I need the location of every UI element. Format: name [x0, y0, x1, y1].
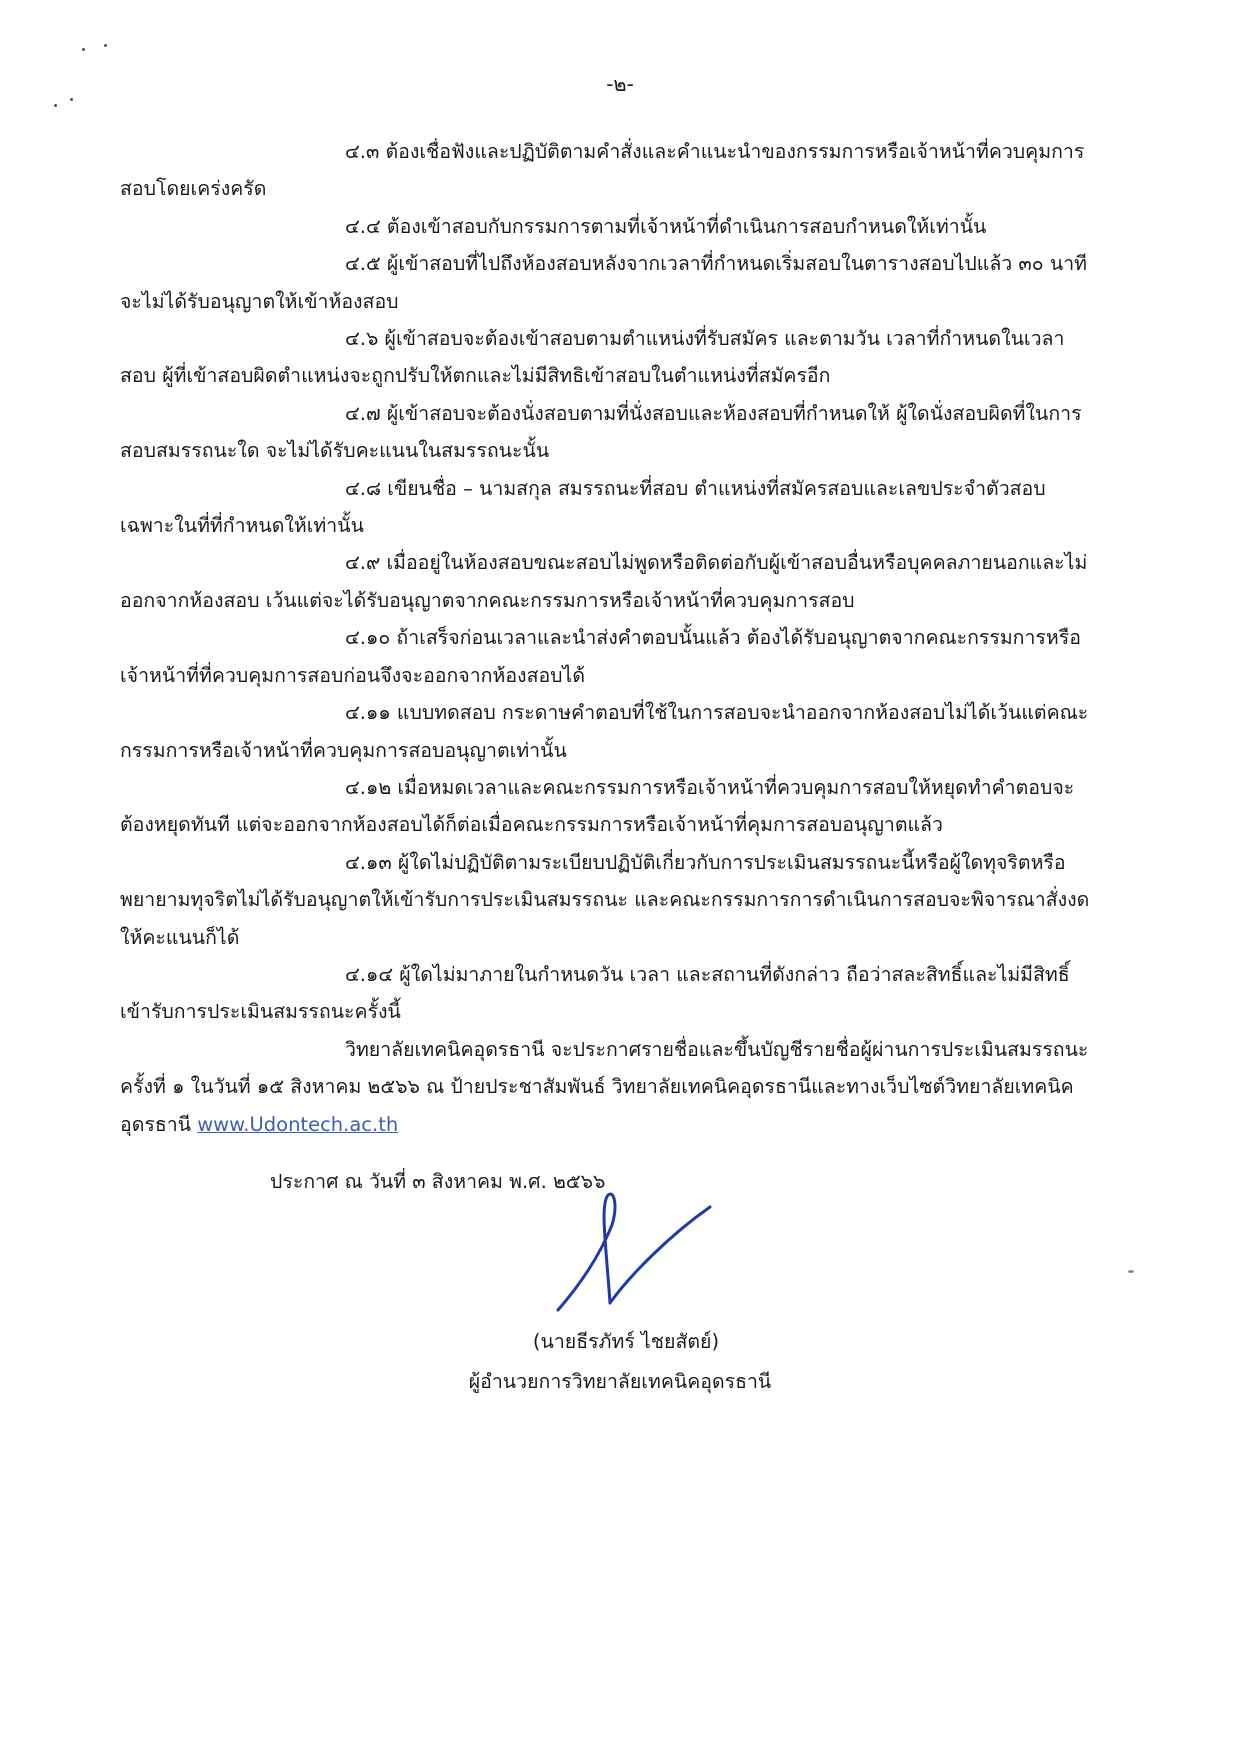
- announcement-text: วิทยาลัยเทคนิคอุดรธานี จะประกาศรายชื่อและขึ้นบัญชีรายชื่อผู้ผ่านการประเมินสมรรถนะครั้งที่ ๑ ในวันที่ ๑๕ สิงหาคม ๒๕๖๖ ณ ป้ายประชาสัมพันธ์ วิทยาลัยเทคนิคอุดรธานีและทางเว็บไซต์วิทยาลัยเทคนิคอุดรธานี: [120, 1037, 1089, 1136]
- clause-4-6: ๔.๖ ผู้เข้าสอบจะต้องเข้าสอบตามตำแหน่งที่รับสมัคร และตามวัน เวลาที่กำหนดในเวลาสอบ ผู้ที่เข้าสอบผิดตำแหน่งจะถูกปรับให้ตกและไม่มีสิทธิเข้าสอบในตำแหน่งที่สมัครอีก: [120, 327, 1065, 388]
- scan-speck: [104, 44, 107, 47]
- clause-4-8: ๔.๘ เขียนชื่อ – นามสกุล สมรรถนะที่สอบ ตำแหน่งที่สมัครสอบและเลขประจำตัวสอบ เฉพาะในที่ที่กำหนดให้เท่านั้น: [120, 476, 1046, 538]
- website-link[interactable]: www.Udontech.ac.th: [197, 1112, 399, 1136]
- clause-4-14: ๔.๑๔ ผู้ใดไม่มาภายในกำหนดวัน เวลา และสถานที่ดังกล่าว ถือว่าสละสิทธิ์และไม่มีสิทธิ์เข้ารับการประเมินสมรรถนะครั้งนี้: [120, 962, 1070, 1024]
- clause-4-13: ๔.๑๓ ผู้ใดไม่ปฏิบัติตามระเบียบปฏิบัติเกี่ยวกับการประเมินสมรรถนะนี้หรือผู้ใดทุจริตหรือพยายามทุจริตไม่ได้รับอนุญาตให้เข้ารับการประเมินสมรรถนะ และคณะกรรมการการดำเนินการสอบจะพิจารณาสั่งงดให้คะแนนก็ได้: [120, 850, 1090, 949]
- signer-title: ผู้อำนวยการวิทยาลัยเทคนิคอุดรธานี: [468, 1370, 772, 1393]
- signer-name: (นายธีรภัทร์ ไชยสัตย์): [532, 1330, 720, 1353]
- clause-4-9: ๔.๙ เมื่ออยู่ในห้องสอบขณะสอบไม่พูดหรือติดต่อกับผู้เข้าสอบอื่นหรือบุคคลภายนอกและไม่ออกจากห้องสอบ เว้นแต่จะได้รับอนุญาตจากคณะกรรมการหรือเจ้าหน้าที่ควบคุมการสอบ: [120, 551, 1088, 612]
- clause-4-7: ๔.๗ ผู้เข้าสอบจะต้องนั่งสอบตามที่นั่งสอบและห้องสอบที่กำหนดให้ ผู้ใดนั่งสอบผิดที่ในการสอบสมรรถนะใด จะไม่ได้รับคะแนนในสมรรถนะนั้น: [120, 401, 1082, 463]
- page-number: -๒-: [606, 72, 634, 96]
- clause-4-4: ๔.๔ ต้องเข้าสอบกับกรรมการตามที่เจ้าหน้าที่ดำเนินการสอบกำหนดให้เท่านั้น: [345, 214, 987, 238]
- handwritten-signature: [540, 1185, 740, 1315]
- document-body: [120, 133, 1090, 1143]
- announcement-date: ประกาศ ณ วันที่ ๓ สิงหาคม พ.ศ. ๒๕๖๖: [270, 1170, 606, 1193]
- scan-speck: [82, 48, 85, 51]
- scan-speck: [54, 104, 57, 107]
- clause-4-11: ๔.๑๑ แบบทดสอบ กระดาษคำตอบที่ใช้ในการสอบจะนำออกจากห้องสอบไม่ได้เว้นแต่คณะกรรมการหรือเจ้าหน้าที่ควบคุมการสอบอนุญาตเท่านั้น: [120, 701, 1089, 762]
- clause-4-10: ๔.๑๐ ถ้าเสร็จก่อนเวลาและนำส่งคำตอบนั้นแล้ว ต้องได้รับอนุญาตจากคณะกรรมการหรือเจ้าหน้าที่ที่ควบคุมการสอบก่อนจึงจะออกจากห้องสอบได้: [120, 626, 1081, 687]
- announcement-paragraph: [120, 1031, 1090, 1143]
- clause-4-12: ๔.๑๒ เมื่อหมดเวลาและคณะกรรมการหรือเจ้าหน้าที่ควบคุมการสอบให้หยุดทำคำตอบจะต้องหยุดทันที แต่จะออกจากห้องสอบได้ก็ต่อเมื่อคณะกรรมการหรือเจ้าหน้าที่คุมการสอบอนุญาตแล้ว: [120, 775, 1075, 837]
- scan-speck: [1128, 1270, 1134, 1273]
- clause-4-5: ๔.๕ ผู้เข้าสอบที่ไปถึงห้องสอบหลังจากเวลาที่กำหนดเริ่มสอบในตารางสอบไปแล้ว ๓๐ นาที จะไม่ได้รับอนุญาตให้เข้าห้องสอบ: [120, 252, 1087, 313]
- clause-4-3: ๔.๓ ต้องเชื่อฟังและปฏิบัติตามคำสั่งและคำแนะนำของกรรมการหรือเจ้าหน้าที่ควบคุมการสอบโดยเคร่งครัด: [120, 140, 1085, 201]
